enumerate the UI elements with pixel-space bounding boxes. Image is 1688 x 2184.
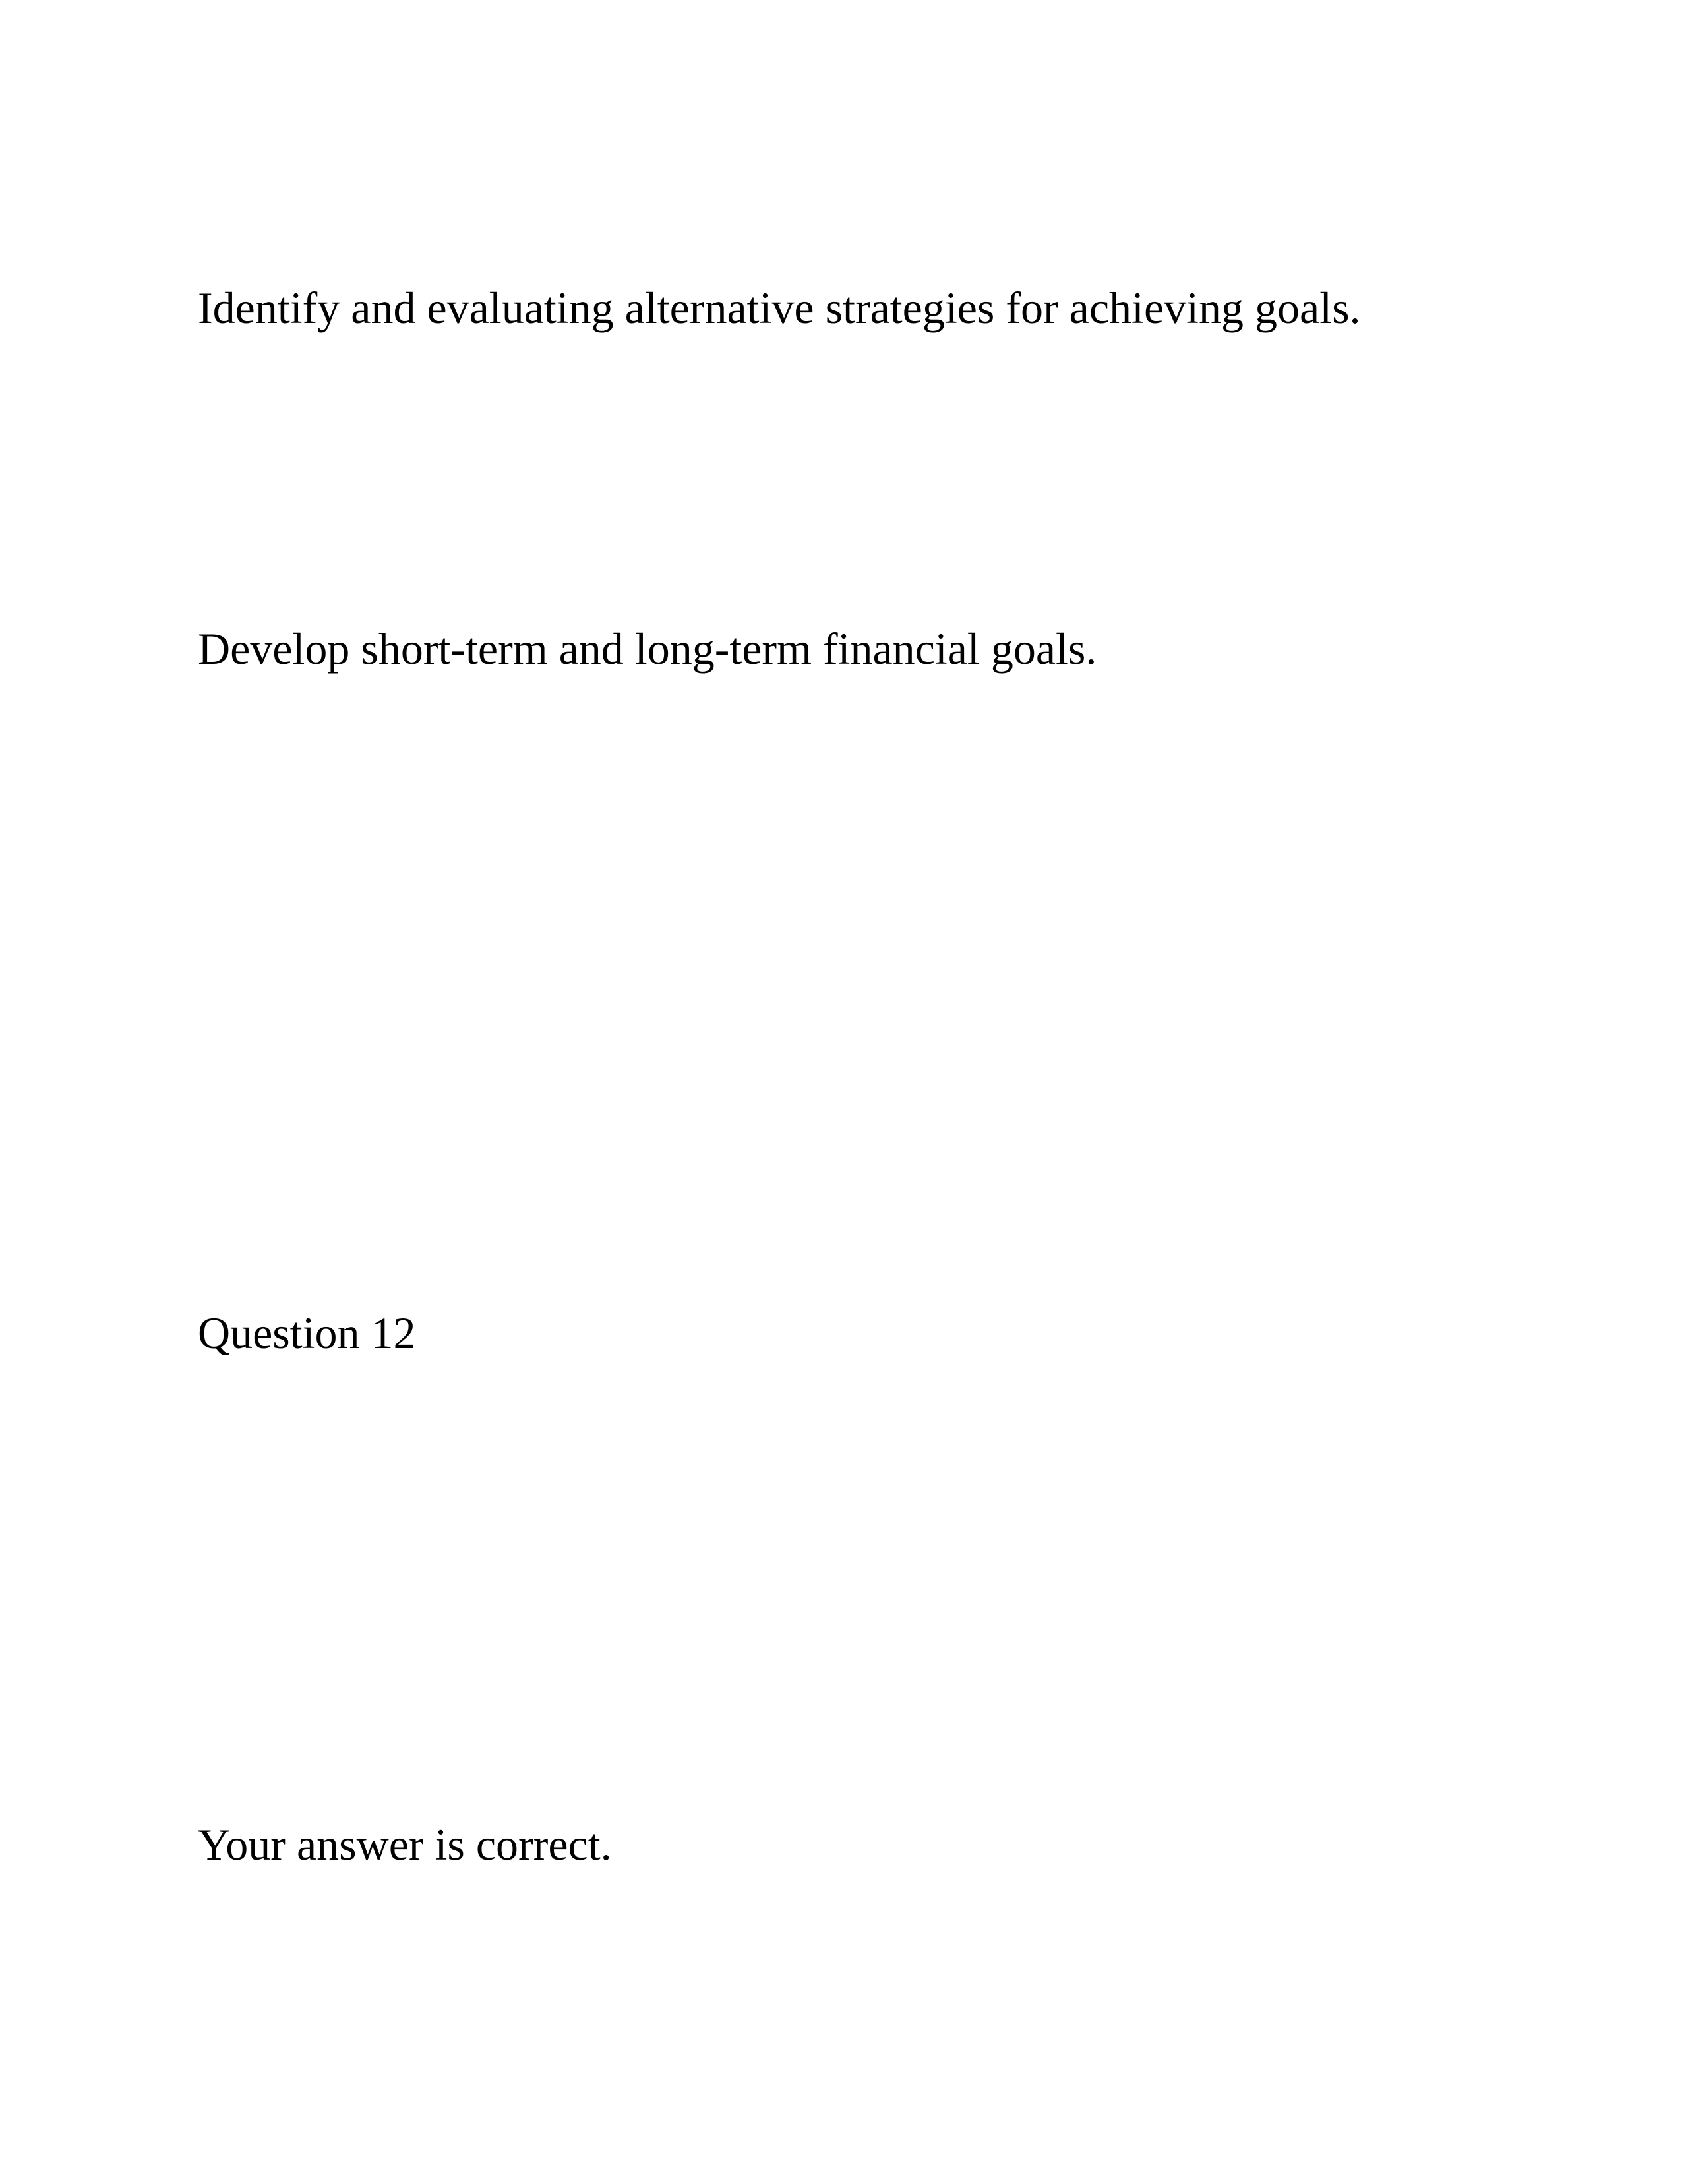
question-heading: Question 12 [198, 1308, 416, 1358]
feedback-text: Your answer is correct. [198, 1819, 612, 1870]
answer-option-text: Identify and evaluating alternative strategies for achieving goals. [198, 283, 1361, 333]
answer-option-text: Develop short-term and long-term financial goals. [198, 624, 1097, 674]
